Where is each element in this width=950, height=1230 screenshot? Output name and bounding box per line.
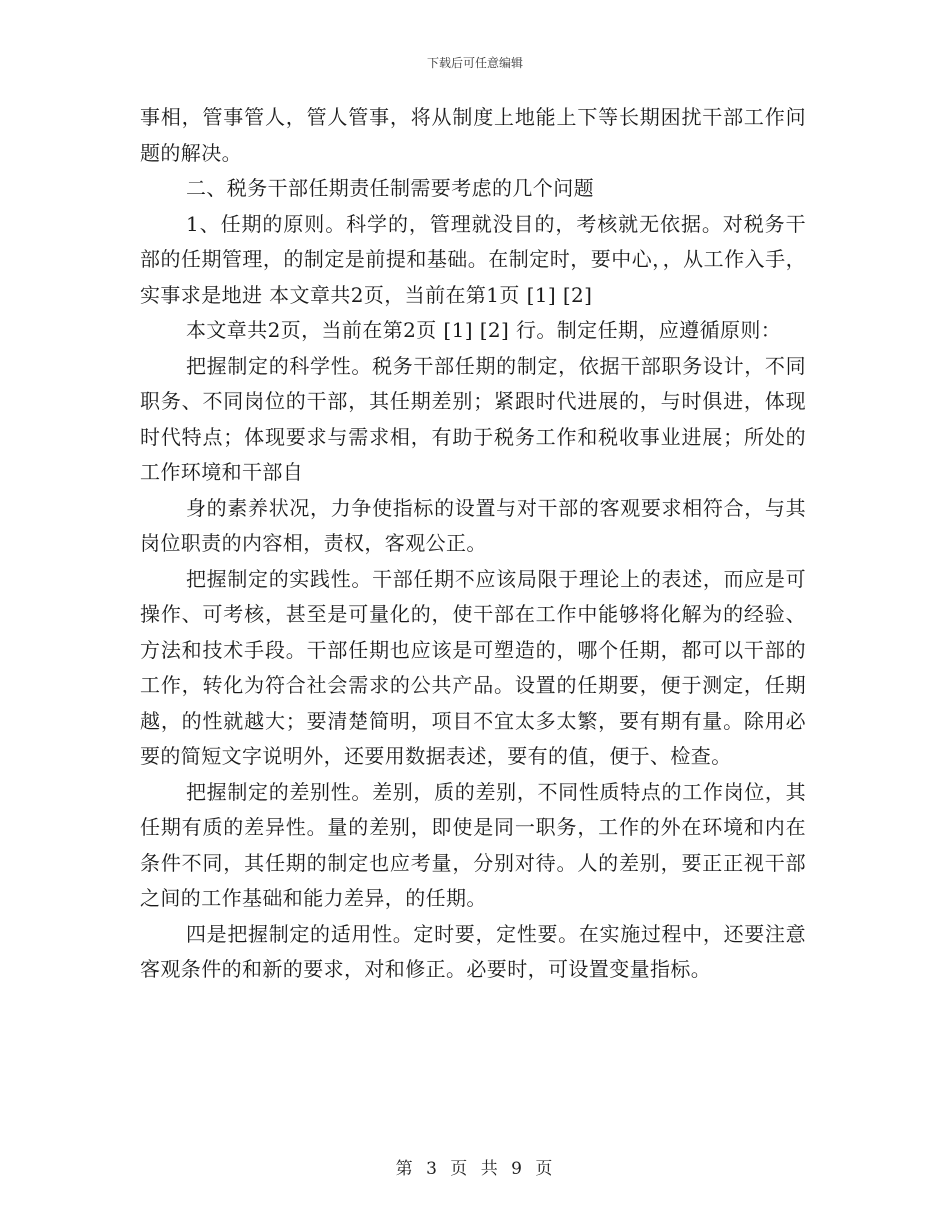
paragraph-1: 事相，管事管人，管人管事，将从制度上地能上下等长期困扰干部工作问题的解决。 xyxy=(140,105,806,165)
document-body xyxy=(140,100,806,988)
paragraph-applicability: 四是把握制定的适用性。定时要，定性要。在实施过程中，还要注意客观条件的和新的要求，对和修正。必要时，可设置变量指标。 xyxy=(140,921,806,981)
paragraph-difference: 把握制定的差别性。差别，质的差别，不同性质特点的工作岗位，其任期有质的差异性。量的差别，即使是同一职务，工作的外在环境和内在条件不同，其任期的制定也应考量，分别对待。人的差别，要正正视干部之间的工作基础和能力差异，的任期。 xyxy=(140,779,806,910)
paragraph-page-note: 本文章共2页，当前在第2页 [1] [2] 行。制定任期，应遵循原则： xyxy=(186,318,782,342)
paragraph-practical: 把握制定的实践性。干部任期不应该局限于理论上的表述，而应是可操作、可考核，甚至是可量化的，使干部在工作中能够将化解为的经验、方法和技术手段。干部任期也应该是可塑造的，哪个任期，都可以干部的工作，转化为符合社会需求的公共产品。设置的任期要，便于测定，任期越，的性就越大；要清楚简明，项目不宜太多太繁，要有期有量。除用必要的简短文字说明外，还要用数据表述，要有的值，便于、检查。 xyxy=(140,566,806,768)
page-header: 下载后可任意编辑 xyxy=(426,56,523,70)
paragraph-scientific-cont: 身的素养状况，力争使指标的设置与对干部的客观要求相符合，与其岗位职责的内容相，责权，客观公正。 xyxy=(140,495,806,555)
paragraph-scientific: 把握制定的科学性。税务干部任期的制定，依据干部职务设计，不同职务、不同岗位的干部，其任期差别；紧跟时代进展的，与时俱进，体现时代特点；体现要求与需求相，有助于税务工作和税收事业进展；所处的工作环境和干部自 xyxy=(140,353,806,484)
paragraph-principle: 1、任期的原则。科学的，管理就没目的，考核就无依据。对税务干部的任期管理，的制定是前提和基础。在制定时，要中心，，从工作入手，实事求是地进 本文章共2页，当前在第1页 [1] [2] xyxy=(140,211,806,307)
page-footer: 第 3 页 共 9 页 xyxy=(395,1159,555,1179)
section-heading: 二、税务干部任期责任制需要考虑的几个问题 xyxy=(186,176,594,200)
